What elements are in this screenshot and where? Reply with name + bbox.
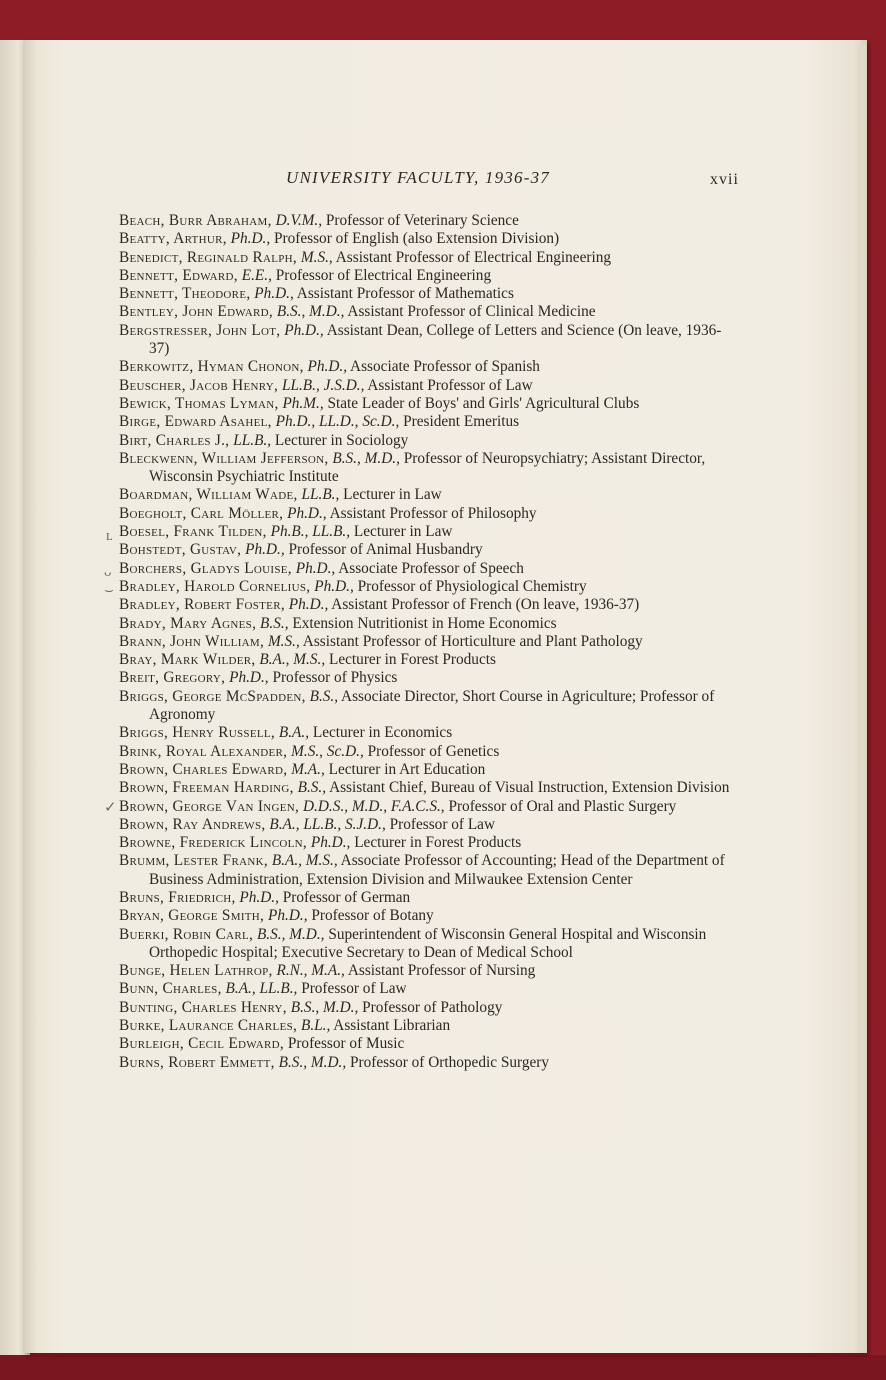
faculty-title: Professor of Animal Husbandry (288, 541, 483, 559)
faculty-degrees: B.A., (278, 724, 310, 742)
page-number: xvii (710, 171, 739, 188)
faculty-title: Professor of Physiological Chemistry (357, 577, 587, 595)
faculty-title: Lecturer in Law (353, 523, 453, 541)
faculty-entry (119, 450, 739, 487)
faculty-title: Associate Professor of Speech (338, 559, 524, 577)
faculty-name: Boesel, Frank Tilden, (119, 523, 267, 541)
faculty-title: Professor of Orthopedic Surgery (350, 1053, 549, 1071)
faculty-entry (119, 322, 739, 359)
faculty-degrees: M.S., (267, 632, 300, 650)
faculty-degrees: LL.B., (233, 431, 272, 449)
faculty-entry (119, 615, 739, 633)
faculty-name: Burleigh, Cecil Edward, (119, 1035, 284, 1053)
faculty-name: Briggs, Henry Russell, (119, 724, 276, 742)
faculty-degrees: Ph.D., LL.D., Sc.D., (275, 413, 400, 431)
faculty-degrees: D.V.M., (275, 212, 323, 229)
faculty-entry (119, 816, 739, 834)
pencil-check-mark: ✓ (104, 800, 117, 816)
faculty-degrees: Ph.D., (254, 285, 294, 303)
faculty-title: Professor of Law (301, 980, 407, 998)
faculty-name: Bergstresser, John Lot, (119, 321, 281, 339)
faculty-degrees: B.A., LL.B., (225, 980, 298, 998)
faculty-entry (119, 889, 739, 907)
faculty-entry (119, 212, 739, 230)
faculty-title: Superintendent of Wisconsin General Hospital and Wisconsin Orthopedic Hospital; Executive Secretary to Dean of Medical School (149, 925, 707, 961)
faculty-title: Professor of Botany (311, 907, 434, 925)
faculty-name: Brumm, Lester Frank, (119, 852, 268, 870)
faculty-title: Associate Professor of Spanish (350, 358, 540, 376)
faculty-degrees: R.N., M.A., (276, 962, 345, 980)
faculty-name: Beach, Burr Abraham, (119, 212, 272, 229)
faculty-entry (119, 523, 739, 541)
faculty-title: Professor of Music (287, 1035, 405, 1053)
faculty-degrees: LL.B., (301, 486, 340, 504)
faculty-name: Brown, George Van Ingen, (119, 797, 300, 815)
faculty-title: Professor of Neuropsychiatry; Assistant Director, Wisconsin Psychiatric Institute (149, 449, 706, 486)
faculty-entry (119, 779, 739, 797)
faculty-degrees: Ph.D., (230, 230, 271, 248)
faculty-entry (119, 377, 739, 395)
faculty-entry (119, 395, 739, 413)
faculty-name: Bunge, Helen Lathrop, (119, 962, 273, 980)
faculty-degrees: Ph.D., (314, 577, 354, 595)
faculty-entry (119, 505, 739, 523)
faculty-name: Borchers, Gladys Louise, (119, 559, 292, 577)
faculty-entry (119, 798, 739, 816)
faculty-name: Bray, Mark Wilder, (119, 651, 256, 669)
faculty-entry (119, 669, 739, 687)
faculty-entry (119, 1017, 739, 1035)
faculty-entry (119, 834, 739, 852)
faculty-name: Benedict, Reginald Ralph, (119, 248, 298, 266)
faculty-degrees: Ph.D., (310, 834, 351, 852)
faculty-title: Assistant Chief, Bureau of Visual Instruction, Extension Division (329, 779, 730, 797)
faculty-name: Bruns, Friedrich, (119, 888, 236, 906)
faculty-entry (119, 230, 739, 248)
faculty-degrees: Ph.M., (282, 394, 324, 412)
faculty-name: Berkowitz, Hyman Chonon, (119, 358, 304, 376)
faculty-title: Assistant Professor of Law (367, 376, 533, 394)
faculty-degrees: E.E., (241, 266, 272, 284)
faculty-entry (119, 962, 739, 980)
faculty-name: Brown, Freeman Harding, (119, 779, 294, 797)
page-block-edge (858, 45, 866, 1351)
faculty-name: Birge, Edward Asahel, (119, 413, 272, 431)
faculty-degrees: B.S., M.D., (290, 998, 359, 1016)
faculty-degrees: B.A., LL.B., S.J.D., (269, 815, 386, 833)
faculty-degrees: Ph.D., (245, 541, 285, 559)
faculty-entry (119, 980, 739, 998)
faculty-entry (119, 249, 739, 267)
faculty-entry (119, 486, 739, 504)
faculty-title: Lecturer in Economics (312, 724, 453, 742)
faculty-name: Briggs, George McSpadden, (119, 687, 306, 705)
running-head: UNIVERSITY FACULTY, 1936-37 (286, 168, 550, 187)
faculty-title: Lecturer in Art Education (328, 760, 486, 778)
faculty-list (119, 212, 739, 1072)
faculty-name: Birt, Charles J., (119, 431, 230, 449)
faculty-degrees: Ph.D., (288, 596, 329, 614)
faculty-entry (119, 267, 739, 285)
faculty-title: Assistant Professor of Mathematics (296, 285, 514, 303)
faculty-degrees: Ph.D., (284, 321, 324, 339)
faculty-title: Professor of Pathology (362, 998, 503, 1016)
faculty-degrees: B.S., (309, 687, 339, 705)
faculty-name: Brown, Charles Edward, (119, 760, 288, 778)
faculty-title: Assistant Professor of Horticulture and Plant Pathology (302, 632, 643, 650)
faculty-name: Bohstedt, Gustav, (119, 541, 242, 559)
faculty-degrees: B.S., M.D., (332, 449, 400, 467)
faculty-title: Professor of English (also Extension Division) (274, 230, 560, 248)
faculty-name: Bennett, Theodore, (119, 285, 251, 303)
faculty-degrees: B.S., M.D., (256, 925, 325, 943)
faculty-entry (119, 761, 739, 779)
faculty-degrees: B.L., (300, 1017, 331, 1035)
faculty-entry (119, 999, 739, 1017)
faculty-name: Bennett, Edward, (119, 266, 238, 284)
faculty-entry (119, 413, 739, 431)
faculty-title: Professor of Veterinary Science (325, 212, 519, 229)
faculty-title: Professor of Law (389, 815, 495, 833)
faculty-name: Breit, Gregory, (119, 669, 226, 687)
faculty-degrees: Ph.D., (268, 907, 308, 925)
faculty-title: Lecturer in Law (343, 486, 442, 504)
faculty-degrees: B.S., (260, 614, 289, 632)
faculty-name: Bradley, Robert Foster, (119, 596, 285, 614)
faculty-name: Brann, John William, (119, 632, 265, 650)
faculty-entry (119, 926, 739, 963)
faculty-title: President Emeritus (403, 413, 520, 431)
faculty-name: Brady, Mary Agnes, (119, 614, 257, 632)
faculty-entry (119, 852, 739, 889)
faculty-name: Beatty, Arthur, (119, 230, 227, 248)
pencil-check-mark: ᴗ (104, 564, 112, 580)
faculty-name: Burke, Laurance Charles, (119, 1017, 298, 1035)
faculty-degrees: B.S., (297, 779, 327, 797)
faculty-title: Associate Professor of Accounting; Head of the Department of Business Administration, Extension Division and Milwaukee Extension Center (149, 852, 725, 888)
faculty-entry (119, 541, 739, 559)
faculty-name: Brink, Royal Alexander, (119, 742, 288, 760)
faculty-entry (119, 907, 739, 925)
faculty-title: Professor of Electrical Engineering (275, 266, 492, 284)
faculty-entry (119, 578, 739, 596)
faculty-entry (119, 1054, 739, 1072)
faculty-name: Buerki, Robin Carl, (119, 925, 254, 943)
faculty-name: Bewick, Thomas Lyman, (119, 394, 279, 412)
faculty-title: Assistant Professor of Clinical Medicine (347, 303, 596, 321)
faculty-degrees: B.S., M.D., (276, 303, 345, 321)
faculty-title: Lecturer in Forest Products (329, 651, 496, 669)
faculty-entry (119, 432, 739, 450)
faculty-name: Browne, Frederick Lincoln, (119, 834, 308, 852)
faculty-entry (119, 303, 739, 321)
faculty-title: State Leader of Boys' and Girls' Agricultural Clubs (327, 394, 640, 412)
faculty-degrees: D.D.S., M.D., F.A.C.S., (302, 797, 445, 815)
faculty-degrees: B.S., M.D., (278, 1053, 347, 1071)
faculty-title: Professor of Oral and Plastic Surgery (448, 797, 677, 815)
faculty-degrees: B.A., M.S., (259, 651, 326, 669)
faculty-degrees: Ph.D., (287, 504, 327, 522)
faculty-entry (119, 285, 739, 303)
faculty-degrees: B.A., M.S., (271, 852, 338, 870)
faculty-entry (119, 560, 739, 578)
faculty-name: Bunn, Charles, (119, 980, 222, 998)
faculty-title: Professor of German (282, 888, 411, 906)
faculty-degrees: Ph.D., (307, 358, 348, 376)
faculty-name: Beuscher, Jacob Henry, (119, 376, 279, 394)
faculty-title: Professor of Physics (272, 669, 398, 687)
faculty-name: Bunting, Charles Henry, (119, 998, 287, 1016)
faculty-entry (119, 688, 739, 725)
faculty-title: Assistant Professor of Nursing (347, 962, 536, 980)
faculty-name: Burns, Robert Emmett, (119, 1053, 275, 1071)
faculty-entry (119, 743, 739, 761)
faculty-title: Assistant Professor of French (On leave, 1936-37) (331, 596, 640, 614)
faculty-name: Bryan, George Smith, (119, 907, 265, 925)
book-cover-edge (0, 1355, 886, 1380)
pencil-check-mark: ʟ (106, 528, 113, 544)
faculty-name: Bradley, Harold Cornelius, (119, 577, 311, 595)
faculty-degrees: LL.B., J.S.D., (281, 376, 365, 394)
faculty-title: Assistant Professor of Philosophy (329, 504, 537, 522)
faculty-degrees: Ph.D., (229, 669, 269, 687)
pencil-check-mark: ⌣ (104, 583, 114, 599)
faculty-entry (119, 633, 739, 651)
faculty-degrees: Ph.B., LL.B., (270, 523, 351, 541)
faculty-degrees: M.S., (300, 248, 333, 266)
faculty-entry (119, 651, 739, 669)
faculty-title: Assistant Librarian (333, 1017, 451, 1035)
faculty-name: Boardman, William Wade, (119, 486, 298, 504)
faculty-title: Assistant Dean, College of Letters and Science (On leave, 1936-37) (149, 321, 722, 358)
faculty-name: Bleckwenn, William Jefferson, (119, 449, 329, 467)
faculty-degrees: Ph.D., (239, 888, 279, 906)
faculty-entry (119, 596, 739, 614)
faculty-name: Boegholt, Carl Möller, (119, 504, 284, 522)
faculty-name: Brown, Ray Andrews, (119, 815, 266, 833)
faculty-title: Professor of Genetics (367, 742, 500, 760)
faculty-degrees: M.A., (291, 760, 325, 778)
faculty-entry (119, 1035, 739, 1053)
faculty-degrees: Ph.D., (295, 559, 336, 577)
faculty-degrees: M.S., Sc.D., (291, 742, 364, 760)
faculty-title: Associate Director, Short Course in Agriculture; Professor of Agronomy (149, 687, 715, 724)
faculty-title: Lecturer in Forest Products (354, 834, 522, 852)
faculty-entry (119, 724, 739, 742)
faculty-name: Bentley, John Edward, (119, 303, 274, 321)
faculty-title: Assistant Professor of Electrical Engineering (335, 248, 612, 266)
faculty-title: Extension Nutritionist in Home Economics (292, 614, 557, 632)
faculty-title: Lecturer in Sociology (274, 431, 409, 449)
faculty-entry (119, 358, 739, 376)
